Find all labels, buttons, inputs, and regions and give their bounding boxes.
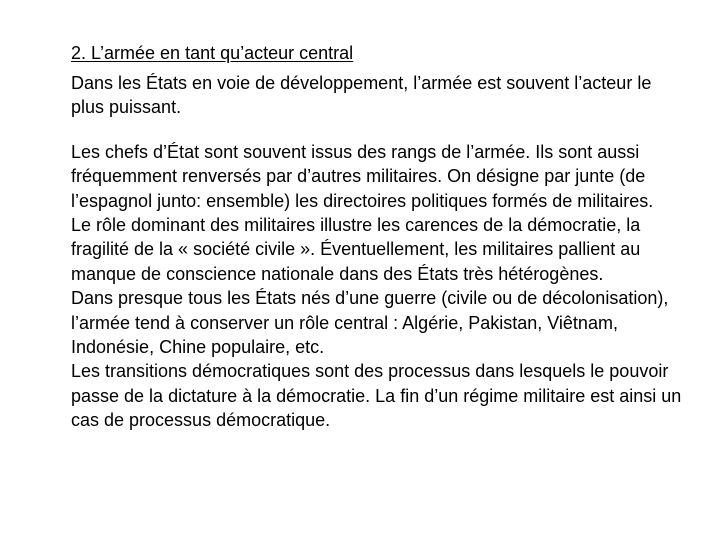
section-heading: 2. L’armée en tant qu’acteur central bbox=[71, 43, 354, 63]
paragraph-heads-of-state: Les chefs d’État sont souvent issus des rangs de l’armée. Ils sont aussi fréquemment renversés par d’autres militaires. On désigne par junte (de l’espagnol junto: ensemble) les directoires politiques formés de militaires. bbox=[71, 141, 654, 211]
paragraph-postwar-states: Dans presque tous les États nés d’une guerre (civile ou de décolonisation), l’armée tend à conserver un rôle central : Algérie, Pakistan, Viêtnam, Indonésie, Chine populaire, etc. bbox=[71, 288, 669, 358]
paragraph-intro: Dans les États en voie de développement, l’armée est souvent l’acteur le plus puissant. bbox=[71, 73, 652, 118]
paragraph-dominant-role: Le rôle dominant des militaires illustre les carences de la démocratie, la fragilité de la « société civile ». Éventuellement, les militaires pallient au manque de conscience nationale dans des États très hétérogènes. bbox=[71, 215, 641, 284]
slide-content bbox=[71, 41, 686, 433]
paragraph-democratic-transitions: Les transitions démocratiques sont des processus dans lesquels le pouvoir passe de la dictature à la démocratie. La fin d’un régime militaire est ainsi un cas de processus démocratique. bbox=[71, 361, 682, 431]
